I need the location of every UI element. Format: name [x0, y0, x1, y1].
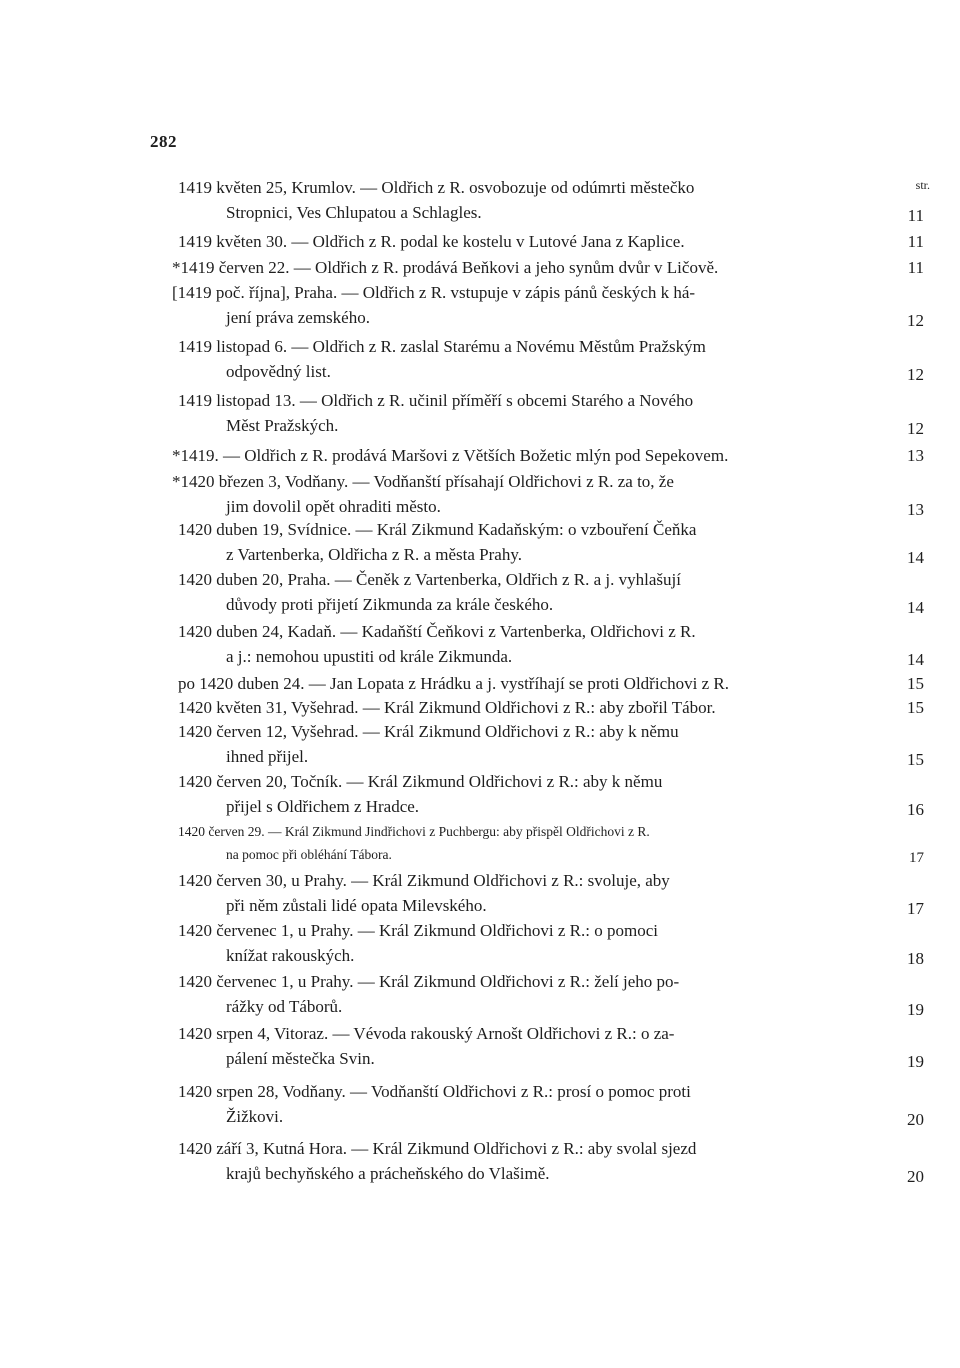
- entry-page-number: 11: [907, 206, 924, 225]
- entry-page-number: 14: [907, 548, 924, 567]
- entry-heading-line: 1420 červenec 1, u Prahy. — Král Zikmund Oldřichovi z R.: želí jeho po-: [178, 972, 680, 991]
- entry-heading-line: po 1420 duben 24. — Jan Lopata z Hrádku a j. vystříhají se proti Oldřichovi z R.: [178, 674, 729, 693]
- entry-heading-line: *1419. — Oldřich z R. prodává Maršovi z Větších Božetic mlýn pod Sepekovem.: [172, 446, 729, 465]
- entry-continuation-line: knížat rakouských.: [226, 946, 355, 965]
- entry-continuation-line: Měst Pražských.: [226, 416, 339, 435]
- entry-page-number: 15: [907, 750, 924, 769]
- entry-page-number: 14: [907, 598, 924, 617]
- entry-heading-line: 1420 duben 20, Praha. — Čeněk z Vartenberka, Oldřich z R. a j. vyhlašují: [178, 570, 681, 589]
- entry-page-number: 11: [907, 232, 924, 251]
- entry-continuation-line: přijel s Oldřichem z Hradce.: [226, 797, 420, 816]
- entry-heading-line: 1420 září 3, Kutná Hora. — Král Zikmund Oldřichovi z R.: aby svolal sjezd: [178, 1139, 697, 1158]
- entry-page-number: 20: [907, 1167, 924, 1186]
- entry-heading-line: 1419 květen 25, Krumlov. — Oldřich z R. osvobozuje od odúmrti městečko: [178, 178, 695, 197]
- entry-page-number: 17: [907, 899, 924, 918]
- entry-heading-line: 1420 červen 29. — Král Zikmund Jindřichovi z Puchbergu: aby přispěl Oldřichovi z R.: [178, 824, 650, 839]
- entry-continuation-line: ihned přijel.: [226, 747, 309, 766]
- entry-heading-line: 1420 červenec 1, u Prahy. — Král Zikmund Oldřichovi z R.: o pomoci: [178, 921, 658, 940]
- page-column-header: str.: [915, 178, 930, 192]
- entry-continuation-line: na pomoc při obléhání Tábora.: [226, 847, 392, 862]
- entry-heading-line: 1419 květen 30. — Oldřich z R. podal ke kostelu v Lutové Jana z Kaplice.: [178, 232, 685, 251]
- entry-continuation-line: jení práva zemského.: [226, 308, 370, 327]
- entry-continuation-line: při něm zůstali lidé opata Milevského.: [226, 896, 487, 915]
- entry-heading-line: 1420 květen 31, Vyšehrad. — Král Zikmund Oldřichovi z R.: aby zbořil Tábor.: [178, 698, 716, 717]
- entry-heading-line: *1419 červen 22. — Oldřich z R. prodává Beňkovi a jeho synům dvůr v Ličově.: [172, 258, 719, 277]
- entry-page-number: 13: [907, 500, 924, 519]
- entry-page-number: 18: [907, 949, 924, 968]
- entry-page-number: 12: [907, 365, 924, 384]
- entry-heading-line: 1420 červen 20, Točník. — Král Zikmund Oldřichovi z R.: aby k němu: [178, 772, 663, 791]
- entry-heading-line: 1420 duben 19, Svídnice. — Král Zikmund Kadaňským: o vzbouření Čeňka: [178, 520, 697, 539]
- entry-continuation-line: důvody proti přijetí Zikmunda za krále českého.: [226, 595, 554, 614]
- entry-continuation-line: a j.: nemohou upustiti od krále Zikmunda.: [226, 647, 513, 666]
- entry-continuation-line: rážky od Táborů.: [226, 997, 343, 1016]
- entry-heading-line: *1420 březen 3, Vodňany. — Vodňanští přísahají Oldřichovi z R. za to, že: [172, 472, 674, 491]
- entry-continuation-line: odpovědný list.: [226, 362, 331, 381]
- entry-heading-line: 1420 červen 12, Vyšehrad. — Král Zikmund Oldřichovi z R.: aby k němu: [178, 722, 679, 741]
- entry-page-number: 17: [909, 850, 924, 866]
- entry-page-number: 19: [907, 1000, 924, 1019]
- entry-heading-line: [1419 poč. října], Praha. — Oldřich z R. vstupuje v zápis pánů českých k há-: [172, 283, 696, 302]
- entry-page-number: 12: [907, 419, 924, 438]
- entry-page-number: 15: [907, 698, 924, 717]
- entry-page-number: 20: [907, 1110, 924, 1129]
- entry-heading-line: 1420 srpen 4, Vitoraz. — Vévoda rakouský Arnošt Oldřichovi z R.: o za-: [178, 1024, 675, 1043]
- page-number: 282: [150, 132, 177, 151]
- entry-page-number: 14: [907, 650, 924, 669]
- entry-continuation-line: jim dovolil opět ohraditi město.: [226, 497, 441, 516]
- entry-page-number: 13: [907, 446, 924, 465]
- entry-page-number: 11: [907, 258, 924, 277]
- entry-heading-line: 1420 duben 24, Kadaň. — Kadaňští Čeňkovi z Vartenberka, Oldřichovi z R.: [178, 622, 696, 641]
- entry-continuation-line: z Vartenberka, Oldřicha z R. a města Prahy.: [226, 545, 522, 564]
- entry-heading-line: 1419 listopad 13. — Oldřich z R. učinil příměří s obcemi Starého a Nového: [178, 391, 694, 410]
- entry-page-number: 16: [907, 800, 924, 819]
- entry-heading-line: 1420 srpen 28, Vodňany. — Vodňanští Oldřichovi z R.: prosí o pomoc proti: [178, 1082, 691, 1101]
- entry-continuation-line: Stropnici, Ves Chlupatou a Schlagles.: [226, 203, 482, 222]
- entry-continuation-line: Žižkovi.: [226, 1107, 284, 1126]
- entry-heading-line: 1419 listopad 6. — Oldřich z R. zaslal Starému a Novému Městům Pražským: [178, 337, 706, 356]
- entry-continuation-line: krajů bechyňského a prácheňského do Vlašimě.: [226, 1164, 550, 1183]
- entry-page-number: 19: [907, 1052, 924, 1071]
- entry-heading-line: 1420 červen 30, u Prahy. — Král Zikmund Oldřichovi z R.: svoluje, aby: [178, 871, 670, 890]
- entry-page-number: 12: [907, 311, 924, 330]
- entry-continuation-line: pálení městečka Svin.: [226, 1049, 375, 1068]
- entry-page-number: 15: [907, 674, 924, 693]
